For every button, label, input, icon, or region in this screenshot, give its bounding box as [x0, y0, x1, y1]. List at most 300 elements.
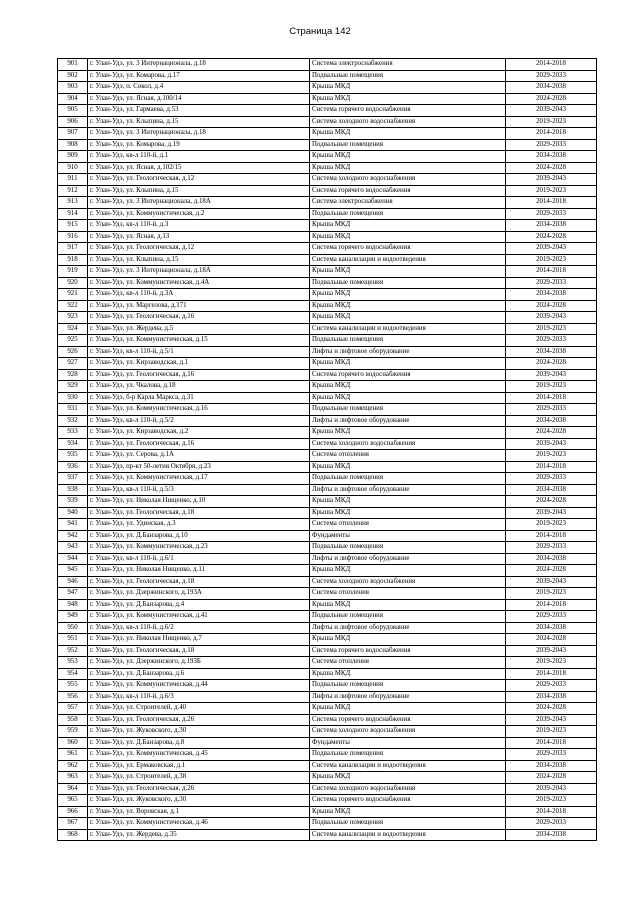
table-row [58, 484, 597, 496]
table-row [58, 599, 597, 611]
period-cell: 2019-2023 [506, 450, 597, 462]
period-cell: 2014-2018 [506, 392, 597, 404]
row-number-cell: 962 [58, 760, 88, 772]
system-cell: Система холодного водоснабжения [310, 174, 506, 186]
table-row [58, 381, 597, 393]
row-number-cell: 922 [58, 300, 88, 312]
row-number-cell: 931 [58, 404, 88, 416]
table-row [58, 300, 597, 312]
table-row [58, 645, 597, 657]
period-cell: 2019-2023 [506, 519, 597, 531]
system-cell: Система канализации и водоотведения [310, 760, 506, 772]
period-cell: 2039-2043 [506, 783, 597, 795]
row-number-cell: 918 [58, 254, 88, 266]
period-cell: 2014-2018 [506, 197, 597, 209]
address-cell: г. Улан-Удэ, ул. Д.Банзарова, д.8 [88, 737, 310, 749]
address-cell: г. Улан-Удэ, ул. Коммунистическая, д.45 [88, 749, 310, 761]
period-cell: 2034-2038 [506, 151, 597, 163]
table-row [58, 93, 597, 105]
table-row [58, 116, 597, 128]
row-number-cell: 968 [58, 829, 88, 841]
system-cell: Крыша МКД [310, 358, 506, 370]
row-number-cell: 908 [58, 139, 88, 151]
address-cell: г. Улан-Удэ, ул. Серова, д.1А [88, 450, 310, 462]
address-cell: г. Улан-Удэ, ул. Клыпина, д.15 [88, 185, 310, 197]
table-row [58, 392, 597, 404]
row-number-cell: 904 [58, 93, 88, 105]
table-row [58, 139, 597, 151]
address-cell: г. Улан-Удэ, ул. Коммунистическая, д.15 [88, 335, 310, 347]
row-number-cell: 943 [58, 542, 88, 554]
table-row [58, 519, 597, 531]
system-cell: Крыша МКД [310, 82, 506, 94]
row-number-cell: 921 [58, 289, 88, 301]
table-row [58, 415, 597, 427]
address-cell: г. Улан-Удэ, кв-л 110-й, д.6/1 [88, 553, 310, 565]
period-cell: 2019-2023 [506, 323, 597, 335]
period-cell: 2029-2033 [506, 542, 597, 554]
period-cell: 2029-2033 [506, 404, 597, 416]
row-number-cell: 960 [58, 737, 88, 749]
row-number-cell: 965 [58, 795, 88, 807]
table-row [58, 829, 597, 841]
address-cell: г. Улан-Удэ, ул. Геологическая, д.12 [88, 174, 310, 186]
period-cell: 2029-2033 [506, 818, 597, 830]
table-row [58, 197, 597, 209]
table-row [58, 507, 597, 519]
row-number-cell: 950 [58, 622, 88, 634]
period-cell: 2034-2038 [506, 415, 597, 427]
address-cell: г. Улан-Удэ, ул. Клыпина, д.15 [88, 254, 310, 266]
system-cell: Крыша МКД [310, 668, 506, 680]
system-cell: Крыша МКД [310, 151, 506, 163]
row-number-cell: 932 [58, 415, 88, 427]
system-cell: Подвальные помещения [310, 277, 506, 289]
system-cell: Крыша МКД [310, 231, 506, 243]
table-row [58, 323, 597, 335]
table-row [58, 174, 597, 186]
period-cell: 2029-2033 [506, 335, 597, 347]
period-cell: 2024-2028 [506, 300, 597, 312]
system-cell: Подвальные помещения [310, 70, 506, 82]
row-number-cell: 945 [58, 565, 88, 577]
row-number-cell: 929 [58, 381, 88, 393]
address-cell: г. Улан-Удэ, ул. Коммунистическая, д.44 [88, 680, 310, 692]
table-row [58, 622, 597, 634]
table-row [58, 611, 597, 623]
row-number-cell: 909 [58, 151, 88, 163]
row-number-cell: 906 [58, 116, 88, 128]
system-cell: Подвальные помещения [310, 139, 506, 151]
row-number-cell: 913 [58, 197, 88, 209]
address-cell: г. Улан-Удэ, ул. Коммунистическая, д.23 [88, 542, 310, 554]
row-number-cell: 956 [58, 691, 88, 703]
row-number-cell: 934 [58, 438, 88, 450]
period-cell: 2034-2038 [506, 484, 597, 496]
address-cell: г. Улан-Удэ, пр-кт 50-летия Октября, д.23 [88, 461, 310, 473]
table-row [58, 496, 597, 508]
address-cell: г. Улан-Удэ, ул. Николая Нищенко, д.11 [88, 565, 310, 577]
row-number-cell: 958 [58, 714, 88, 726]
address-cell: г. Улан-Удэ, ул. 3 Интернационала, д.18 [88, 59, 310, 71]
system-cell: Крыша МКД [310, 392, 506, 404]
row-number-cell: 944 [58, 553, 88, 565]
system-cell: Крыша МКД [310, 162, 506, 174]
address-cell: г. Улан-Удэ, ул. Коммунистическая, д.2 [88, 208, 310, 220]
system-cell: Система холодного водоснабжения [310, 726, 506, 738]
system-cell: Лифты и лифтовое оборудование [310, 415, 506, 427]
system-cell: Система горячего водоснабжения [310, 243, 506, 255]
period-cell: 2039-2043 [506, 576, 597, 588]
system-cell: Подвальные помещения [310, 473, 506, 485]
table-row [58, 783, 597, 795]
period-cell: 2034-2038 [506, 622, 597, 634]
row-number-cell: 953 [58, 657, 88, 669]
period-cell: 2039-2043 [506, 105, 597, 117]
period-cell: 2039-2043 [506, 369, 597, 381]
period-cell: 2014-2018 [506, 59, 597, 71]
system-cell: Подвальные помещения [310, 818, 506, 830]
table-row [58, 473, 597, 485]
table-row [58, 668, 597, 680]
table-row [58, 450, 597, 462]
row-number-cell: 938 [58, 484, 88, 496]
period-cell: 2034-2038 [506, 220, 597, 232]
address-cell: г. Улан-Удэ, ул. Геологическая, д.12 [88, 243, 310, 255]
address-cell: г. Улан-Удэ, ул. Д.Банзарова, д.10 [88, 530, 310, 542]
address-cell: г. Улан-Удэ, ул. Геологическая, д.26 [88, 783, 310, 795]
period-cell: 2014-2018 [506, 461, 597, 473]
table-row [58, 576, 597, 588]
system-cell: Система холодного водоснабжения [310, 116, 506, 128]
address-cell: г. Улан-Удэ, ул. Д.Банзарова, д.6 [88, 668, 310, 680]
table-row [58, 553, 597, 565]
system-cell: Подвальные помещения [310, 208, 506, 220]
table-row [58, 795, 597, 807]
system-cell: Подвальные помещения [310, 680, 506, 692]
table-row [58, 749, 597, 761]
address-cell: г. Улан-Удэ, кв-л 110-й, д.5/3 [88, 484, 310, 496]
system-cell: Подвальные помещения [310, 335, 506, 347]
table-row [58, 680, 597, 692]
table-row [58, 254, 597, 266]
period-cell: 2019-2023 [506, 795, 597, 807]
system-cell: Подвальные помещения [310, 749, 506, 761]
system-cell: Крыша МКД [310, 507, 506, 519]
period-cell: 2019-2023 [506, 381, 597, 393]
row-number-cell: 930 [58, 392, 88, 404]
period-cell: 2014-2018 [506, 266, 597, 278]
system-cell: Лифты и лифтовое оборудование [310, 691, 506, 703]
system-cell: Крыша МКД [310, 220, 506, 232]
row-number-cell: 940 [58, 507, 88, 519]
table-row [58, 59, 597, 71]
row-number-cell: 937 [58, 473, 88, 485]
table-row [58, 312, 597, 324]
row-number-cell: 901 [58, 59, 88, 71]
table-row [58, 220, 597, 232]
address-cell: г. Улан-Удэ, кв-л 110-й, д.5/2 [88, 415, 310, 427]
table-row [58, 542, 597, 554]
address-cell: г. Улан-Удэ, ул. 3 Интернационала, д.18А [88, 266, 310, 278]
row-number-cell: 907 [58, 128, 88, 140]
address-cell: г. Улан-Удэ, ул. Жуковского, д.30 [88, 726, 310, 738]
system-cell: Крыша МКД [310, 427, 506, 439]
address-cell: г. Улан-Удэ, п. Сокол, д.4 [88, 82, 310, 94]
system-cell: Система отопления [310, 588, 506, 600]
period-cell: 2039-2043 [506, 645, 597, 657]
table-row [58, 818, 597, 830]
row-number-cell: 964 [58, 783, 88, 795]
row-number-cell: 916 [58, 231, 88, 243]
address-cell: г. Улан-Удэ, ул. Ясная, д.13 [88, 231, 310, 243]
system-cell: Крыша МКД [310, 496, 506, 508]
system-cell: Крыша МКД [310, 128, 506, 140]
system-cell: Система канализации и водоотведения [310, 323, 506, 335]
address-cell: г. Улан-Удэ, ул. Кирзаводская, д.2 [88, 427, 310, 439]
period-cell: 2039-2043 [506, 714, 597, 726]
table-row [58, 70, 597, 82]
period-cell: 2029-2033 [506, 208, 597, 220]
address-cell: г. Улан-Удэ, ул. Удинская, д.3 [88, 519, 310, 531]
system-cell: Крыша МКД [310, 266, 506, 278]
table-row [58, 427, 597, 439]
row-number-cell: 967 [58, 818, 88, 830]
row-number-cell: 935 [58, 450, 88, 462]
address-cell: г. Улан-Удэ, ул. Строителей, д.40 [88, 703, 310, 715]
system-cell: Крыша МКД [310, 381, 506, 393]
table-row [58, 162, 597, 174]
row-number-cell: 902 [58, 70, 88, 82]
row-number-cell: 917 [58, 243, 88, 255]
row-number-cell: 952 [58, 645, 88, 657]
system-cell: Крыша МКД [310, 300, 506, 312]
period-cell: 2029-2033 [506, 680, 597, 692]
address-cell: г. Улан-Удэ, ул. Коммунистическая, д.41 [88, 611, 310, 623]
system-cell: Крыша МКД [310, 93, 506, 105]
table-row [58, 760, 597, 772]
row-number-cell: 963 [58, 772, 88, 784]
period-cell: 2014-2018 [506, 668, 597, 680]
address-cell: г. Улан-Удэ, ул. Жердева, д.5 [88, 323, 310, 335]
period-cell: 2019-2023 [506, 726, 597, 738]
row-number-cell: 912 [58, 185, 88, 197]
row-number-cell: 959 [58, 726, 88, 738]
address-cell: г. Улан-Удэ, ул. Жуковского, д.30 [88, 795, 310, 807]
system-cell: Фундаменты [310, 737, 506, 749]
system-cell: Система горячего водоснабжения [310, 185, 506, 197]
address-cell: г. Улан-Удэ, ул. Кирзаводская, д.1 [88, 358, 310, 370]
address-cell: г. Улан-Удэ, кв-л 110-й, д.6/3 [88, 691, 310, 703]
period-cell: 2039-2043 [506, 174, 597, 186]
period-cell: 2024-2028 [506, 427, 597, 439]
period-cell: 2034-2038 [506, 829, 597, 841]
table-row [58, 358, 597, 370]
system-cell: Система холодного водоснабжения [310, 576, 506, 588]
system-cell: Система холодного водоснабжения [310, 783, 506, 795]
address-cell: г. Улан-Удэ, ул. Коммунистическая, д.16 [88, 404, 310, 416]
row-number-cell: 949 [58, 611, 88, 623]
address-cell: г. Улан-Удэ, ул. Дзержинского, д.193А [88, 588, 310, 600]
address-cell: г. Улан-Удэ, ул. Строителей, д.38 [88, 772, 310, 784]
table-row [58, 151, 597, 163]
system-cell: Система горячего водоснабжения [310, 714, 506, 726]
table-row [58, 691, 597, 703]
system-cell: Система горячего водоснабжения [310, 795, 506, 807]
address-cell: г. Улан-Удэ, ул. Д.Банзарова, д.4 [88, 599, 310, 611]
period-cell: 2034-2038 [506, 691, 597, 703]
address-cell: г. Улан-Удэ, ул. Ермаковская, д.1 [88, 760, 310, 772]
table-row [58, 703, 597, 715]
table-row [58, 404, 597, 416]
address-cell: г. Улан-Удэ, ул. Чкалова, д.18 [88, 381, 310, 393]
table-row [58, 737, 597, 749]
period-cell: 2019-2023 [506, 254, 597, 266]
system-cell: Лифты и лифтовое оборудование [310, 484, 506, 496]
row-number-cell: 942 [58, 530, 88, 542]
period-cell: 2029-2033 [506, 70, 597, 82]
row-number-cell: 947 [58, 588, 88, 600]
address-cell: г. Улан-Удэ, ул. Коммунистическая, д.4А [88, 277, 310, 289]
address-cell: г. Улан-Удэ, ул. Геологическая, д.18 [88, 576, 310, 588]
address-cell: г. Улан-Удэ, ул. 3 Интернационала, д.18 [88, 128, 310, 140]
address-cell: г. Улан-Удэ, ул. Коммунистическая, д.46 [88, 818, 310, 830]
address-cell: г. Улан-Удэ, ул. Геологическая, д.16 [88, 438, 310, 450]
address-cell: г. Улан-Удэ, ул. Геологическая, д.26 [88, 714, 310, 726]
period-cell: 2024-2028 [506, 93, 597, 105]
row-number-cell: 951 [58, 634, 88, 646]
row-number-cell: 915 [58, 220, 88, 232]
address-cell: г. Улан-Удэ, ул. Николая Нищенко, д.7 [88, 634, 310, 646]
period-cell: 2034-2038 [506, 553, 597, 565]
address-cell: г. Улан-Удэ, б-р Карла Маркса, д.31 [88, 392, 310, 404]
table-row [58, 657, 597, 669]
row-number-cell: 905 [58, 105, 88, 117]
address-cell: г. Улан-Удэ, ул. Жердева, д.35 [88, 829, 310, 841]
table-row [58, 369, 597, 381]
row-number-cell: 914 [58, 208, 88, 220]
row-number-cell: 954 [58, 668, 88, 680]
table-body [58, 59, 597, 841]
table-row [58, 231, 597, 243]
address-cell: г. Улан-Удэ, ул. Ясная, д.100/14 [88, 93, 310, 105]
system-cell: Крыша МКД [310, 289, 506, 301]
period-cell: 2024-2028 [506, 496, 597, 508]
period-cell: 2024-2028 [506, 703, 597, 715]
system-cell: Крыша МКД [310, 565, 506, 577]
table-row [58, 128, 597, 140]
address-cell: г. Улан-Удэ, ул. Коммунистическая, д.17 [88, 473, 310, 485]
row-number-cell: 966 [58, 806, 88, 818]
period-cell: 2024-2028 [506, 162, 597, 174]
period-cell: 2034-2038 [506, 346, 597, 358]
system-cell: Крыша МКД [310, 599, 506, 611]
period-cell: 2034-2038 [506, 760, 597, 772]
system-cell: Фундаменты [310, 530, 506, 542]
table-row [58, 185, 597, 197]
row-number-cell: 927 [58, 358, 88, 370]
system-cell: Крыша МКД [310, 703, 506, 715]
system-cell: Система электроснабжения [310, 59, 506, 71]
row-number-cell: 961 [58, 749, 88, 761]
row-number-cell: 928 [58, 369, 88, 381]
address-cell: г. Улан-Удэ, ул. Дзержинского, д.193Б [88, 657, 310, 669]
period-cell: 2034-2038 [506, 289, 597, 301]
table-row [58, 772, 597, 784]
period-cell: 2029-2033 [506, 277, 597, 289]
table-row [58, 82, 597, 94]
address-cell: г. Улан-Удэ, ул. Комарова, д.17 [88, 70, 310, 82]
row-number-cell: 919 [58, 266, 88, 278]
table-row [58, 243, 597, 255]
system-cell: Подвальные помещения [310, 611, 506, 623]
system-cell: Крыша МКД [310, 806, 506, 818]
period-cell: 2039-2043 [506, 312, 597, 324]
period-cell: 2024-2028 [506, 634, 597, 646]
period-cell: 2014-2018 [506, 530, 597, 542]
system-cell: Лифты и лифтовое оборудование [310, 553, 506, 565]
table-row [58, 208, 597, 220]
system-cell: Система отопления [310, 657, 506, 669]
period-cell: 2029-2033 [506, 139, 597, 151]
system-cell: Система канализации и водоотведения [310, 829, 506, 841]
address-cell: г. Улан-Удэ, ул. Воровская, д.1 [88, 806, 310, 818]
system-cell: Лифты и лифтовое оборудование [310, 622, 506, 634]
period-cell: 2029-2033 [506, 749, 597, 761]
table-row [58, 289, 597, 301]
address-cell: г. Улан-Удэ, ул. Ясная, д.102/15 [88, 162, 310, 174]
system-cell: Подвальные помещения [310, 542, 506, 554]
row-number-cell: 923 [58, 312, 88, 324]
row-number-cell: 903 [58, 82, 88, 94]
table-row [58, 266, 597, 278]
period-cell: 2014-2018 [506, 599, 597, 611]
address-cell: г. Улан-Удэ, ул. Клыпина, д.15 [88, 116, 310, 128]
period-cell: 2019-2023 [506, 185, 597, 197]
page-header: Страница 142 [289, 26, 351, 37]
period-cell: 2039-2043 [506, 507, 597, 519]
row-number-cell: 936 [58, 461, 88, 473]
system-cell: Система отопления [310, 519, 506, 531]
row-number-cell: 939 [58, 496, 88, 508]
address-cell: г. Улан-Удэ, ул. Геологическая, д.18 [88, 507, 310, 519]
system-cell: Система электроснабжения [310, 197, 506, 209]
row-number-cell: 933 [58, 427, 88, 439]
row-number-cell: 946 [58, 576, 88, 588]
system-cell: Система горячего водоснабжения [310, 369, 506, 381]
period-cell: 2014-2018 [506, 128, 597, 140]
row-number-cell: 920 [58, 277, 88, 289]
table-row [58, 726, 597, 738]
system-cell: Крыша МКД [310, 312, 506, 324]
period-cell: 2019-2023 [506, 657, 597, 669]
table-row [58, 438, 597, 450]
row-number-cell: 941 [58, 519, 88, 531]
address-cell: г. Улан-Удэ, ул. Геологическая, д.16 [88, 369, 310, 381]
system-cell: Крыша МКД [310, 634, 506, 646]
address-cell: г. Улан-Удэ, ул. 3 Интернационала, д.18А [88, 197, 310, 209]
row-number-cell: 925 [58, 335, 88, 347]
system-cell: Система отопления [310, 450, 506, 462]
period-cell: 2019-2023 [506, 116, 597, 128]
row-number-cell: 955 [58, 680, 88, 692]
period-cell: 2024-2028 [506, 772, 597, 784]
system-cell: Система холодного водоснабжения [310, 438, 506, 450]
period-cell: 2024-2028 [506, 231, 597, 243]
repair-schedule-table [57, 58, 597, 841]
address-cell: г. Улан-Удэ, кв-л 110-й, д.1 [88, 151, 310, 163]
period-cell: 2019-2023 [506, 588, 597, 600]
